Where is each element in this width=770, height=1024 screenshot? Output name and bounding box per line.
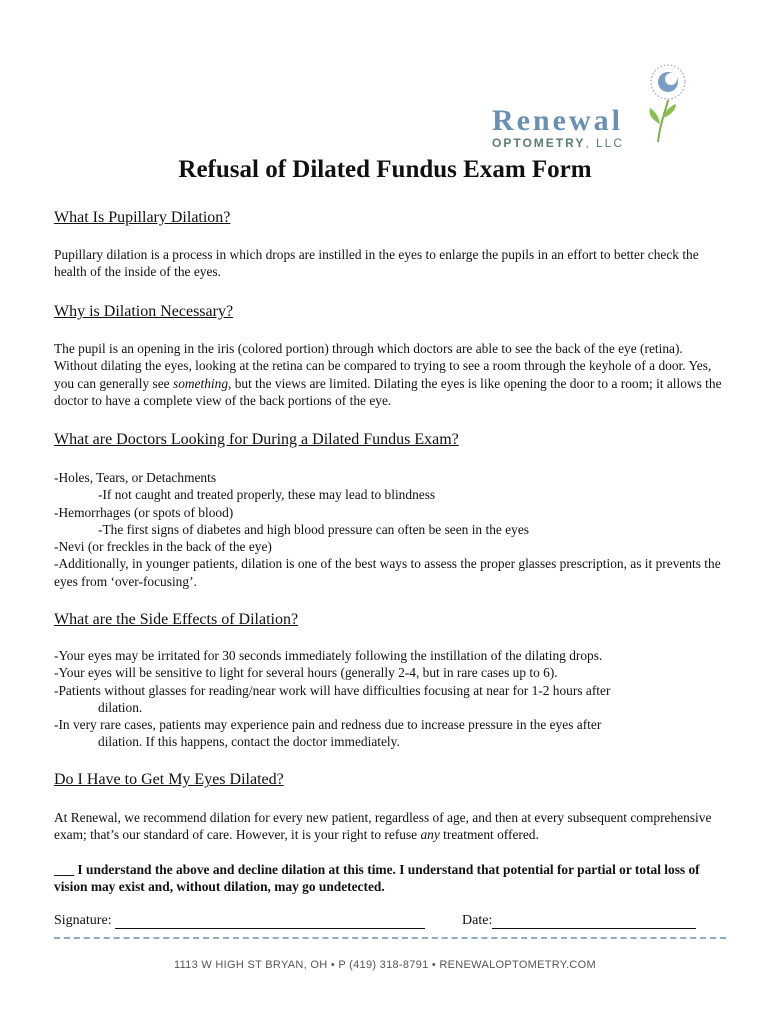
acknowledgement (54, 861, 726, 896)
logo-name: Renewal (492, 104, 623, 137)
list-subitem: -If not caught and treated properly, these may lead to blindness (98, 487, 436, 503)
paragraph (54, 340, 726, 409)
list-item-continued: dilation. If this happens, contact the doctor immediately. (98, 734, 400, 750)
list-subitem: -The first signs of diabetes and high blood pressure can often be seen in the eyes (98, 521, 529, 537)
list-item: -Additionally, in younger patients, dilation is one of the best ways to assess the proper glasses prescription, as it prevents the eyes from ‘over-focusing’. (54, 556, 721, 589)
list-item: -In very rare cases, patients may experience pain and redness due to increase pressure in the eyes after (54, 717, 602, 733)
list-item-continued: dilation. (98, 699, 143, 715)
signature-row (54, 913, 696, 929)
page-title: Refusal of Dilated Fundus Exam Form (178, 156, 592, 183)
acknowledgement-text: ___ I understand the above and decline dilation at this time. I understand that potential for partial or total loss of vision may exist and, without dilation, may go undetected. (54, 862, 700, 895)
section-heading: Do I Have to Get My Eyes Dilated? (54, 771, 284, 788)
emphasis: something (172, 375, 229, 391)
list-item: -Holes, Tears, or Detachments (54, 470, 217, 485)
list-item: -Your eyes may be irritated for 30 seconds immediately following the instillation of the dilating drops. (54, 648, 603, 663)
paragraph-part: , but the views are limited. Dilating the eyes is like opening the door to a room; it allows the doctor to have a complete view of the back portions of the eye. (54, 375, 722, 408)
date-field[interactable] (492, 914, 696, 929)
paragraph-part: At Renewal, we recommend dilation for every new patient, regardless of age, and then at every subsequent comprehensive exam; that’s our standard of care. However, it is your right to refuse (54, 810, 712, 843)
paragraph: Pupillary dilation is a process in which drops are instilled in the eyes to enlarge the pupils in an effort to better check the health of the inside of the eyes. (54, 247, 699, 280)
section-what-is-dilation-body (54, 246, 726, 281)
section-why-dilation-body (54, 340, 726, 409)
section-looking-for (54, 431, 726, 449)
section-why-dilation (54, 303, 726, 321)
section-heading: What are Doctors Looking for During a Dilated Fundus Exam? (54, 431, 459, 448)
section-side-effects (54, 611, 726, 629)
section-heading: What Is Pupillary Dilation? (54, 209, 231, 226)
section-do-i-have-body (54, 809, 726, 844)
logo-suffix: , LLC (585, 136, 625, 150)
emphasis: any (420, 827, 440, 843)
section-heading: Why is Dilation Necessary? (54, 303, 234, 320)
logo-sub-word: OPTOMETRY (492, 136, 586, 150)
paragraph-part: treatment offered. (439, 827, 539, 843)
list-item: -Hemorrhages (or spots of blood) (54, 504, 234, 520)
company-logo (488, 62, 688, 162)
date-label: Date: (462, 913, 493, 928)
section-what-is-dilation (54, 209, 726, 227)
footer-divider (54, 937, 726, 939)
list-item: -Patients without glasses for reading/near work will have difficulties focusing at near for 1-2 hours after (54, 682, 611, 698)
signature-label: Signature: (54, 913, 116, 928)
paragraph-part: The pupil is an opening in the iris (colored portion) through which doctors are able to see the back of the eye (retina). Without dilating the eyes, looking at the retina can be compared to trying to see a room through the keyhole of a door. Yes, you can generally see (54, 341, 712, 391)
footer-contact: 1113 W HIGH ST BRYAN, OH • P (419) 318-8791 • RENEWALOPTOMETRY.COM (173, 959, 596, 971)
paragraph (54, 809, 726, 844)
section-side-effects-list (54, 647, 726, 751)
eye-sprout-icon (640, 62, 686, 148)
section-do-i-have (54, 771, 726, 789)
signature-field[interactable] (115, 914, 425, 929)
section-looking-for-list (54, 469, 726, 590)
list-item: -Nevi (or freckles in the back of the eye) (54, 539, 272, 555)
list-item: -Your eyes will be sensitive to light for several hours (generally 2-4, but in rare cases up to 6). (54, 665, 558, 681)
logo-subtitle (492, 136, 624, 150)
section-heading: What are the Side Effects of Dilation? (54, 611, 299, 628)
